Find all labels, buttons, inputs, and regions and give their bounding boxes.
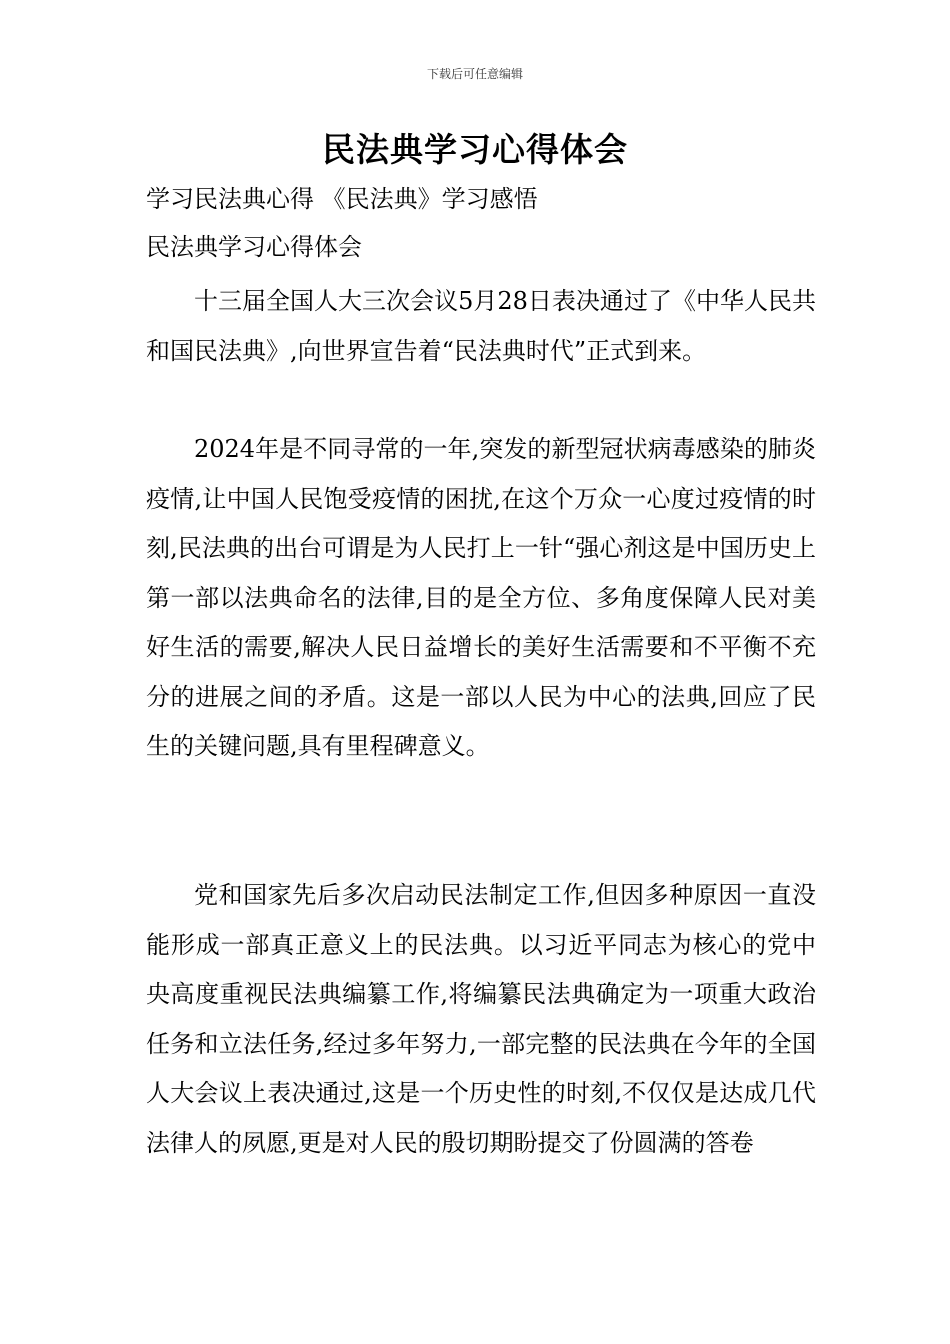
paragraph-3: 党和国家先后多次启动民法制定工作,但因多种原因一直没能形成一部真正意义上的民法典。以习近平同志为核心的党中央高度重视民法典编纂工作,将编纂民法典确定为一项重大政治任务和立法任务,经过多年努力,一部完整的民法典在今年的全国人大会议上表决通过,这是一个历史性的时刻,不仅仅是达成几代法律人的夙愿,更是对人民的殷切期盼提交了份圆满的答卷: [146, 881, 816, 1157]
document-title: 民法典学习心得体会: [322, 130, 628, 169]
header-note: 下载后可任意编辑: [426, 67, 523, 81]
subtitle-line-2: 民法典学习心得体会: [146, 233, 362, 261]
paragraph-1: 十三届全国人大三次会议5月28日表决通过了《中华人民共和国民法典》,向世界宣告着“民法典时代”正式到来。: [146, 287, 816, 365]
paragraph-2: 2024年是不同寻常的一年,突发的新型冠状病毒感染的肺炎疫情,让中国人民饱受疫情的困扰,在这个万众一心度过疫情的时刻,民法典的出台可谓是为人民打上一针“强心剂这是中国历史上第一部以法典命名的法律,目的是全方位、多角度保障人民对美好生活的需要,解决人民日益增长的美好生活需要和不平衡不充分的进展之间的矛盾。这是一部以人民为中心的法典,回应了民生的关键问题,具有里程碑意义。: [146, 435, 816, 760]
subtitle-line-1: 学习民法典心得 《民法典》学习感悟: [146, 185, 538, 213]
